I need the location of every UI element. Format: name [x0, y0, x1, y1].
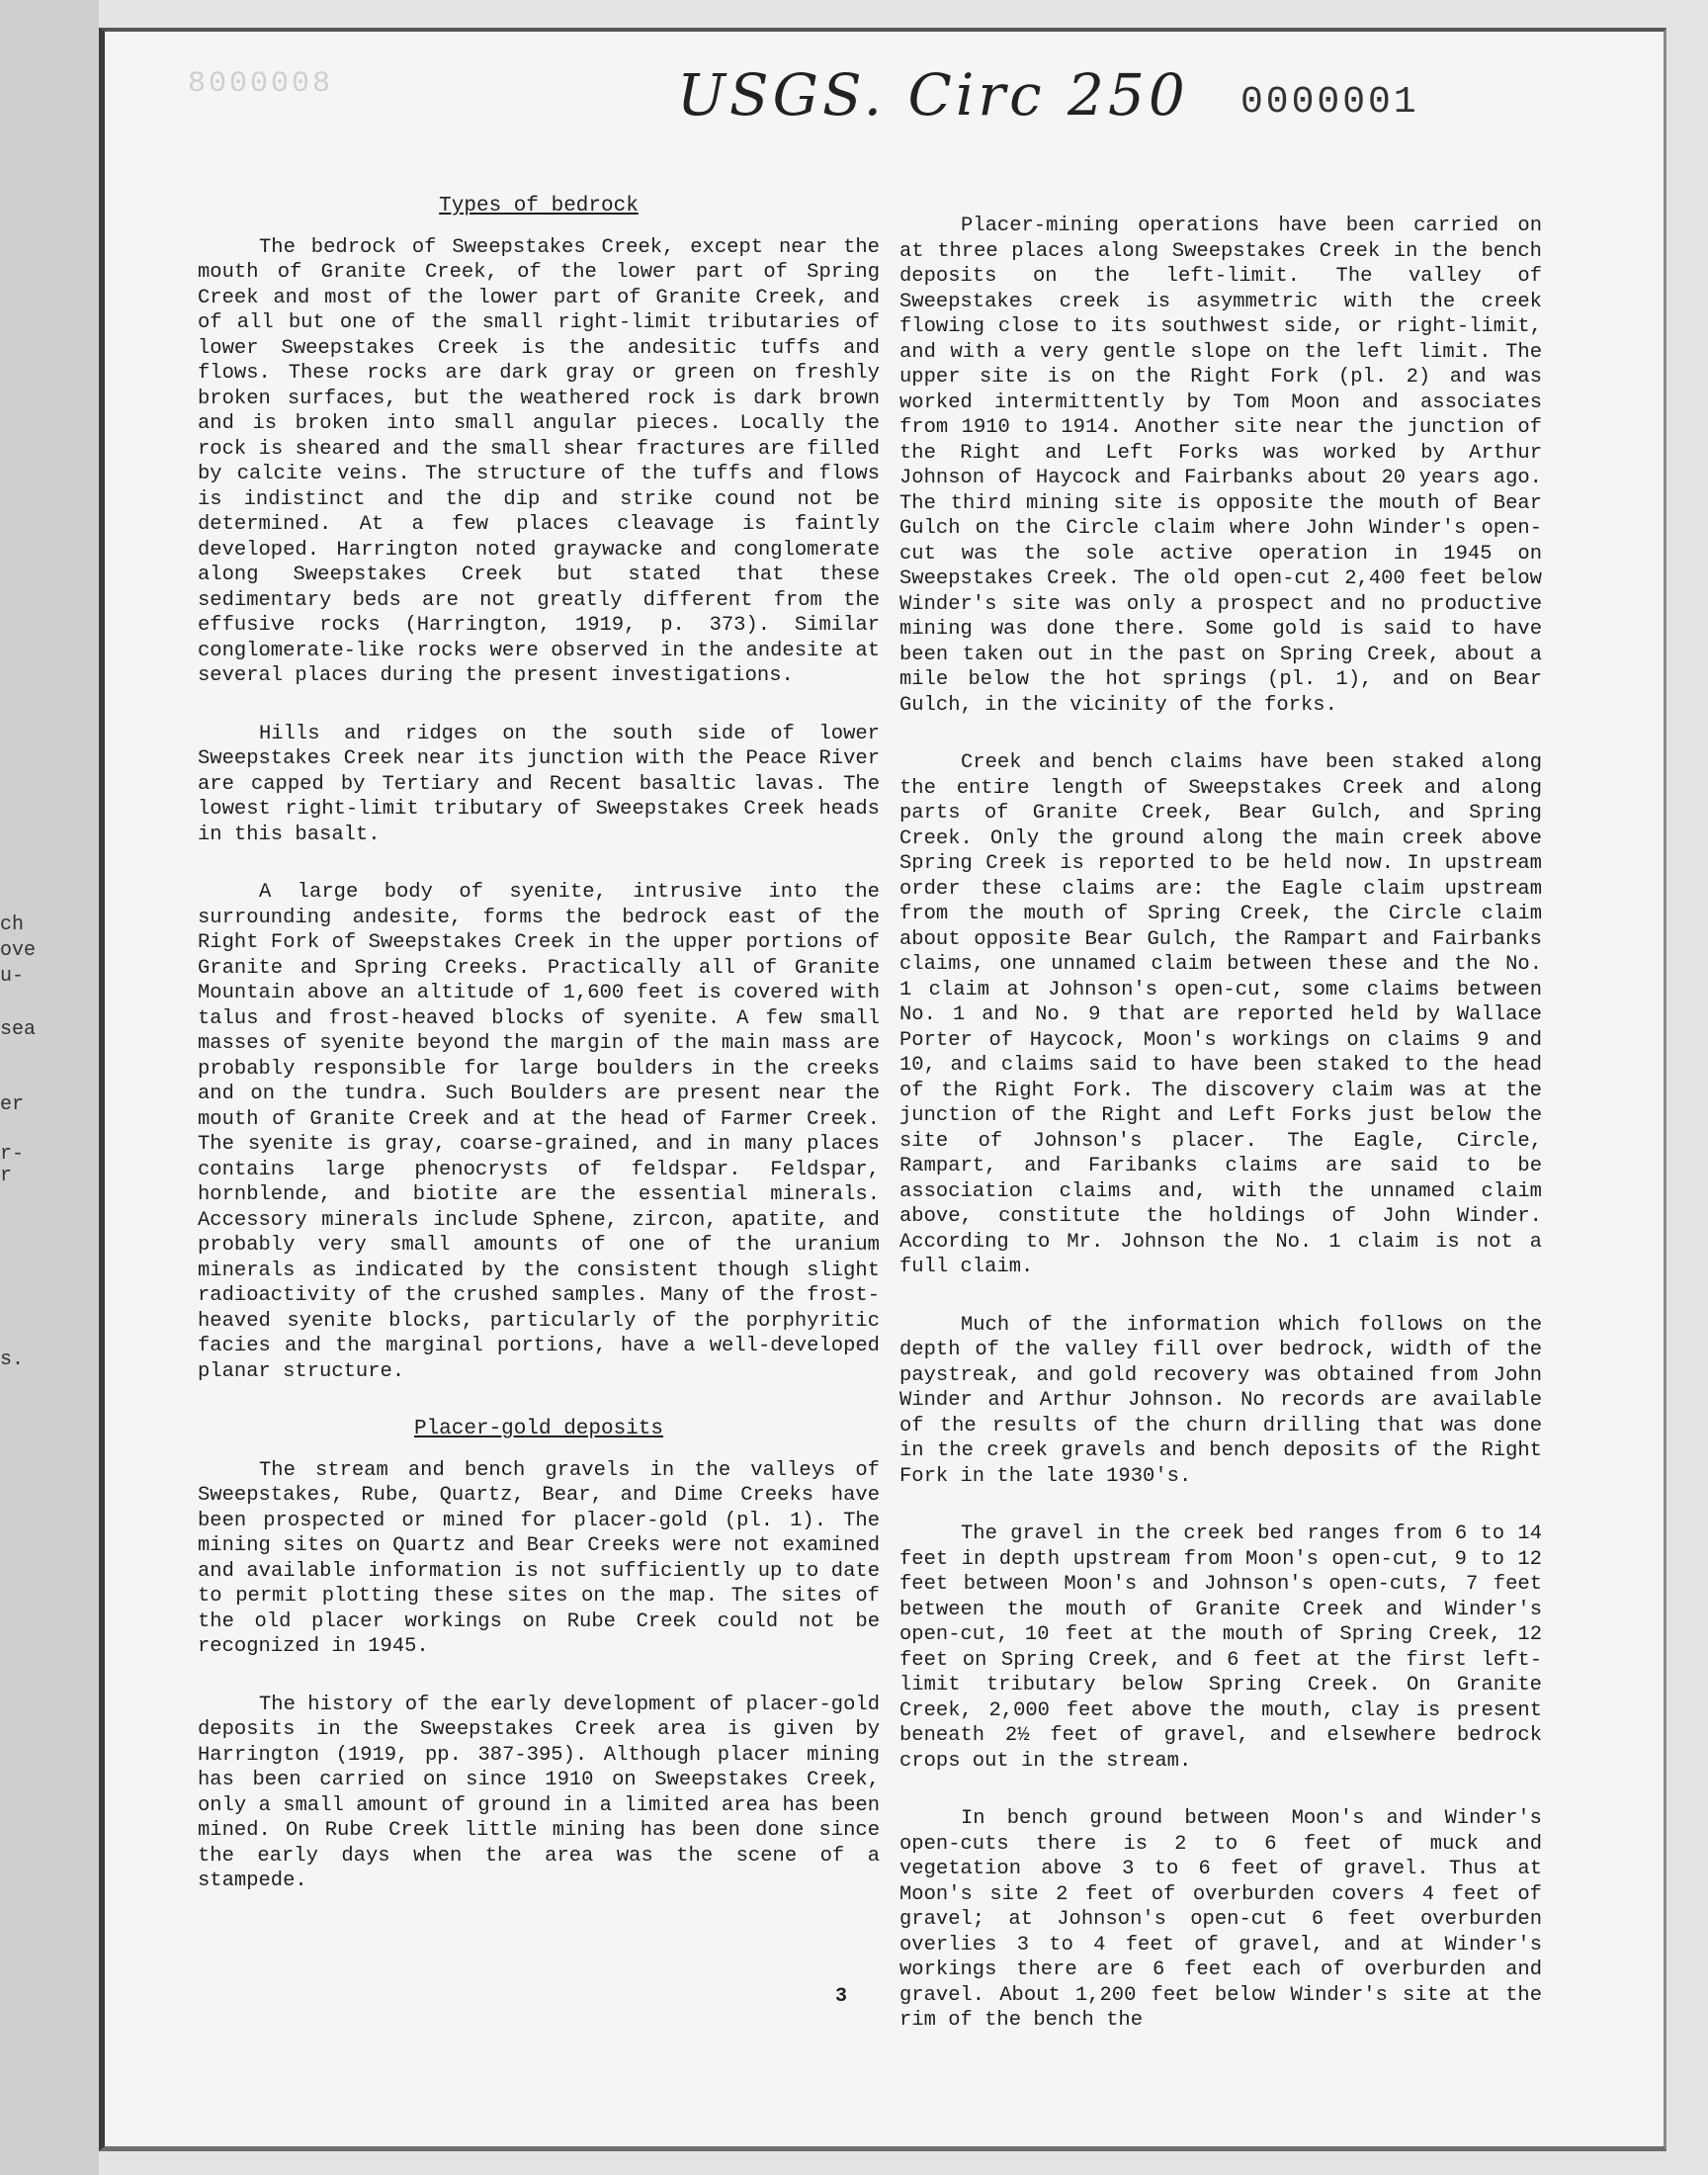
- paragraph: Much of the information which follows on the depth of the valley fill over bedrock, width of the paystreak, and gold recovery was obtained from John Winder and Arthur Johnson. No records are available of the results of the churn drilling that was done in the creek gravels and bench deposits of the Right Fork in the late 1930's.: [899, 1313, 1542, 1488]
- margin-bleed-text: ove: [0, 939, 37, 962]
- ghost-serial: 8000008: [188, 67, 334, 101]
- left-column: [198, 194, 880, 1927]
- right-column: [899, 214, 1542, 2066]
- paragraph: The history of the early development of placer-gold deposits in the Sweepstakes Creek area is given by Harrington (1919, pp. 387-395). Although placer mining has been carried on since 1910 on Sweepstakes Creek, only a small amount of ground in a limited area has been mined. On Rube Creek little mining has been done since the early days when the area was the scene of a stampede.: [198, 1693, 880, 1892]
- adjacent-page-strip: [0, 0, 99, 2175]
- paragraph: In bench ground between Moon's and Winder's open-cuts there is 2 to 6 feet of muck and vegetation above 3 to 6 feet of gravel. Thus at Moon's site 2 feet of overburden covers 4 feet of gravel; at Johnson's open-cut 6 feet overburden overlies 3 to 4 feet of gravel, and at Winder's workings there are 6 feet each of overburden and gravel. About 1,200 feet below Winder's site at the rim of the bench the: [899, 1807, 1542, 2032]
- paragraph: Creek and bench claims have been staked along the entire length of Sweepstakes Creek and along parts of Granite Creek, Bear Gulch, and Spring Creek. Only the ground along the main creek above Spring Creek is reported to be held now. In upstream order these claims are: the Eagle claim upstream from the mouth of Spring Creek, the Circle claim about opposite Bear Gulch, the Rampart and Fairbanks claims, one unnamed claim between these and the No. 1 claim at Johnson's open-cut, some claims between No. 1 and No. 9 that are reported held by Wallace Porter of Haycock, Moon's workings on claims 9 and 10, and claims said to have been staked to the head of the Right Fork. The discovery claim was at the junction of the Right and Left Forks just below the site of Johnson's placer. The Eagle, Circle, Rampart, and Faribanks claims are said to be association claims and, with the unnamed claim above, constitute the holdings of John Winder. According to Mr. Johnson the No. 1 claim is not a full claim.: [899, 751, 1542, 1278]
- margin-bleed-text: r-: [0, 1143, 25, 1166]
- handwritten-annotation: USGS. Circ 250: [677, 61, 1189, 129]
- margin-bleed-text: u-: [0, 965, 25, 988]
- page-number: 3: [835, 1985, 848, 2008]
- paragraph: The gravel in the creek bed ranges from 6 to 14 feet in depth upstream from Moon's open-cut, 9 to 12 feet between Moon's and Johnson's open-cuts, 7 feet between the mouth of Granite Creek and Winder's open-cut, 10 feet at the mouth of Spring Creek, 12 feet on Spring Creek, and 6 feet at the first left-limit tributary below Spring Creek. On Granite Creek, 2,000 feet above the mouth, clay is present beneath 2½ feet of gravel, and elsewhere bedrock crops out in the stream.: [899, 1522, 1542, 1773]
- margin-bleed-text: s.: [0, 1348, 25, 1371]
- paragraph: Hills and ridges on the south side of lower Sweepstakes Creek near its junction with the Peace River are capped by Tertiary and Recent basaltic lavas. The lowest right-limit tributary of Sweepstakes Creek heads in this basalt.: [198, 722, 880, 846]
- margin-bleed-text: r: [0, 1165, 13, 1187]
- paragraph: The bedrock of Sweepstakes Creek, except near the mouth of Granite Creek, of the lower part of Spring Creek and most of the lower part of Granite Creek, and of all but one of the small right-limit tributaries of lower Sweepstakes Creek is the andesitic tuffs and flows. These rocks are dark gray or green on freshly broken surfaces, but the weathered rock is dark brown and is broken into small angular pieces. Locally the rock is sheared and the small shear fractures are filled by calcite veins. The structure of the tuffs and flows is indistinct and the dip and strike cound not be determined. At a few places cleavage is faintly developed. Harrington noted graywacke and conglomerate along Sweepstakes Creek but stated that these sedimentary beds are not greatly different from the effusive rocks (Harrington, 1919, p. 373). Similar conglomerate-like rocks were observed in the andesite at several places during the present investigations.: [198, 235, 880, 687]
- paragraph: The stream and bench gravels in the valleys of Sweepstakes, Rube, Quartz, Bear, and Dime Creeks have been prospected or mined for placer-gold (pl. 1). The mining sites on Quartz and Bear Creeks were not examined and available information is not sufficiently up to date to permit plotting these sites on the map. The sites of the old placer workings on Rube Creek could not be recognized in 1945.: [198, 1458, 880, 1658]
- margin-bleed-text: er: [0, 1093, 25, 1116]
- paragraph: Placer-mining operations have been carried on at three places along Sweepstakes Creek in the bench deposits on the left-limit. The valley of Sweepstakes creek is asymmetric with the creek flowing close to its southwest side, or right-limit, and with a very gentle slope on the left limit. The upper site is on the Right Fork (pl. 2) and was worked intermittently by Tom Moon and associates from 1910 to 1914. Another site near the junction of the Right and Left Forks was worked by Arthur Johnson of Haycock and Fairbanks about 20 years ago. The third mining site is opposite the mouth of Bear Gulch on the Circle claim where John Winder's open-cut was the sole active operation in 1945 on Sweepstakes Creek. The old open-cut 2,400 feet below Winder's site was only a prospect and no productive mining was done there. Some gold is said to have been taken out in the past on Spring Creek, about a mile below the hot springs (pl. 1), and on Bear Gulch, in the vicinity of the forks.: [899, 215, 1542, 717]
- heading-placer-gold-deposits: Placer-gold deposits: [413, 1418, 664, 1440]
- paragraph: A large body of syenite, intrusive into the surrounding andesite, forms the bedrock east of the Right Fork of Sweepstakes Creek in the upper portions of Granite and Spring Creeks. Practically all of Granite Mountain above an altitude of 1,600 feet is covered with talus and frost-heaved blocks of syenite. A few small masses of syenite beyond the margin of the main mass are probably responsible for large boulders in the creeks and on the tundra. Such Boulders are present near the mouth of Granite Creek and at the head of Farmer Creek. The syenite is gray, coarse-grained, and in many places contains large phenocrysts of feldspar. Feldspar, hornblende, and biotite are the essential minerals. Accessory minerals include Sphene, zircon, apatite, and probably very small amounts of one of the uranium minerals as indicated by the consistent though slight radioactivity of the crushed samples. Many of the frost-heaved syenite blocks, particularly of the porphyritic facies and the marginal portions, have a well-developed planar structure.: [198, 881, 880, 1383]
- document-serial-number: 0000001: [1240, 81, 1419, 124]
- heading-types-of-bedrock: Types of bedrock: [439, 195, 639, 218]
- margin-bleed-text: sea: [0, 1018, 37, 1041]
- margin-bleed-text: ch: [0, 914, 25, 936]
